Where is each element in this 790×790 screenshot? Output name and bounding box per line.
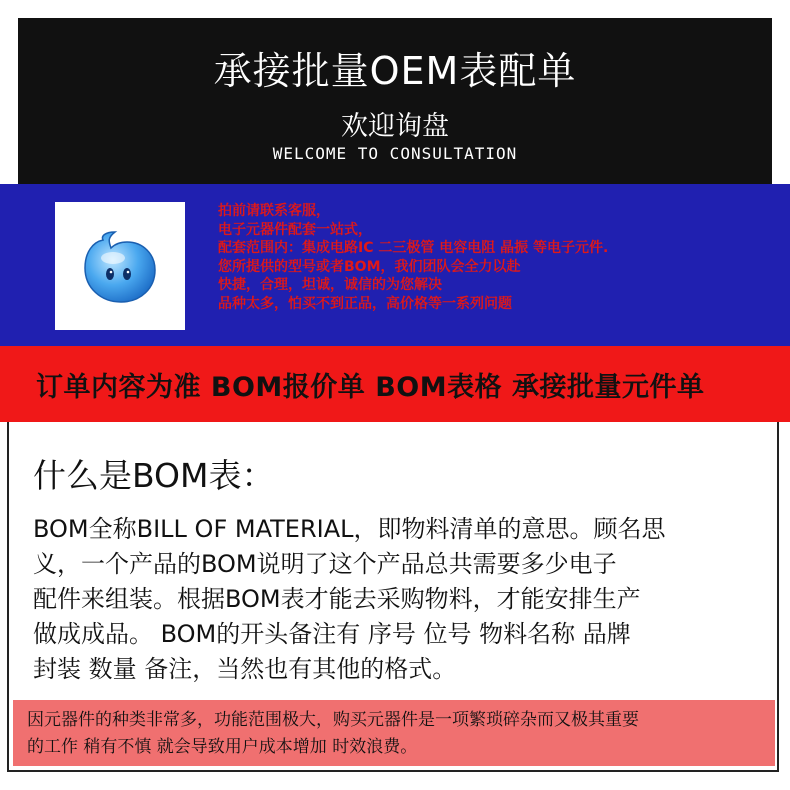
- notice-line: 品种太多，怕买不到正品，高价格等一系列问题: [218, 295, 512, 312]
- notice-line: 配套范围内：集成电路IC 二三极管 电容电阻 晶振 等电子元件.: [218, 240, 609, 256]
- service-notice-band: [0, 184, 790, 346]
- notice-line: 快捷，合理，坦诚，诚信的为您解决: [218, 277, 442, 293]
- water-drop-mascot-icon: [55, 202, 185, 330]
- bom-info-body: [33, 512, 773, 687]
- body-line: 配件来组装。根据BOM表才能去采购物料，才能安排生产: [33, 585, 641, 613]
- body-line: BOM全称BILL OF MATERIAL，即物料清单的意思。顾名思: [33, 515, 666, 543]
- body-line: 封装 数量 备注，当然也有其他的格式。: [33, 655, 457, 683]
- note-line: 因元器件的种类非常多，功能范围极大，购买元器件是一项繁琐碎杂而又极其重要: [27, 710, 639, 730]
- welcome-subtitle-english: WELCOME TO CONSULTATION: [272, 144, 518, 163]
- notice-line: 拍前请联系客服，: [218, 203, 330, 219]
- welcome-subtitle: 欢迎询盘: [341, 111, 449, 142]
- body-line: 义，一个产品的BOM说明了这个产品总共需要多少电子: [33, 550, 617, 578]
- order-types-banner: [0, 346, 790, 422]
- logo-box: [55, 202, 185, 330]
- bom-info-box: [7, 422, 779, 772]
- body-line: 做成成品。 BOM的开头备注有 序号 位号 物料名称 品牌: [33, 620, 631, 648]
- note-line: 的工作 稍有不慎 就会导致用户成本增加 时效浪费。: [27, 737, 418, 757]
- warning-note: [13, 700, 775, 766]
- page-title: 承接批量OEM表配单: [213, 49, 577, 93]
- bom-info-title: 什么是BOM表：: [33, 456, 275, 495]
- service-notice: [218, 202, 778, 313]
- notice-line: 您所提供的型号或者BOM，我们团队会全力以赴: [218, 258, 521, 275]
- warning-note-text: [27, 707, 639, 761]
- notice-line: 电子元器件配套一站式，: [218, 221, 372, 238]
- order-types-text: 订单内容为准 BOM报价单 BOM表格 承接批量元件单: [36, 372, 705, 403]
- header-banner: [18, 18, 772, 184]
